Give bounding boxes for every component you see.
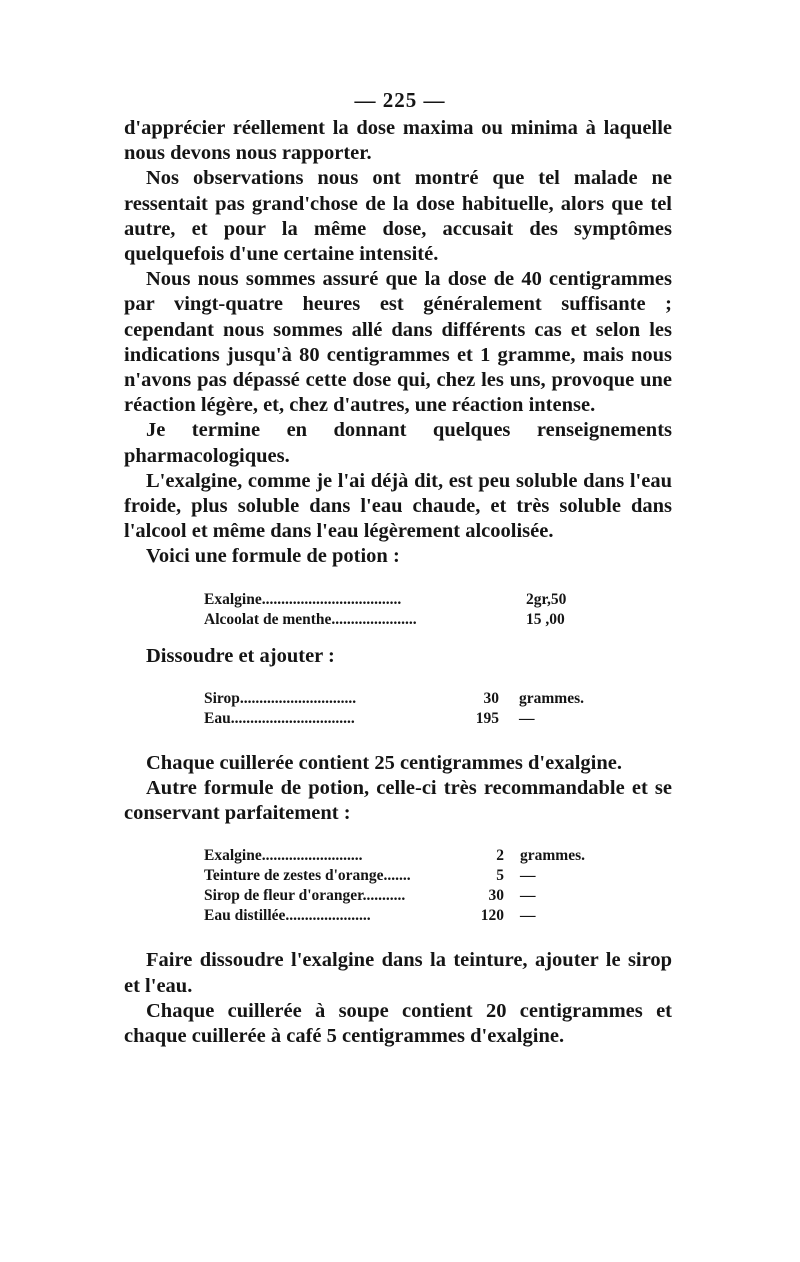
ingredient-name: Eau distillée bbox=[204, 907, 286, 925]
ingredient-unit: — bbox=[519, 709, 535, 727]
paragraph: Nos observations nous ont montré que tel malade ne ressentait pas grand'chose de la dose habituelle, alors que tel autre, et pour la même dose, accusait des symptômes quelquefois d'une certaine intensité. bbox=[124, 167, 672, 266]
ingredient-row bbox=[204, 886, 585, 906]
ingredient-quantity: 2 bbox=[496, 847, 504, 865]
potion-formula-1-additions bbox=[204, 689, 584, 729]
ingredient-quantity: 195 bbox=[475, 709, 499, 727]
dot-leader: ...................... bbox=[285, 907, 371, 925]
paragraph-group-1 bbox=[124, 116, 672, 570]
ingredient-unit: — bbox=[520, 907, 536, 925]
paragraph: Faire dissoudre l'exalgine dans la teinture, ajouter le sirop et l'eau. bbox=[124, 949, 672, 997]
ingredient-row bbox=[204, 610, 596, 630]
ingredient-name: Alcoolat de menthe bbox=[204, 610, 332, 628]
ingredient-row bbox=[204, 866, 585, 886]
ingredient-name: Sirop bbox=[204, 689, 240, 707]
ingredient-quantity: 120 bbox=[480, 907, 504, 925]
ingredient-name: Exalgine bbox=[204, 590, 262, 608]
ingredient-quantity: 2gr,50 bbox=[526, 590, 567, 608]
dot-leader: ........... bbox=[362, 887, 406, 905]
body-text bbox=[124, 116, 672, 1049]
dot-leader: ................................ bbox=[230, 709, 355, 727]
paragraph: Autre formule de potion, celle-ci très recommandable et se conservant parfaitement : bbox=[124, 777, 672, 825]
dot-leader: .......................... bbox=[261, 847, 363, 865]
paragraph: L'exalgine, comme je l'ai déjà dit, est peu soluble dans l'eau froide, plus soluble dans l'eau chaude, et très soluble dans l'alcool et même dans l'eau légèrement alcoolisée. bbox=[124, 469, 672, 543]
potion-formula-2 bbox=[204, 846, 585, 926]
ingredient-quantity: 30 bbox=[483, 689, 499, 707]
ingredient-row bbox=[204, 590, 596, 610]
paragraph: Voici une formule de potion : bbox=[146, 545, 400, 568]
ingredient-unit: — bbox=[520, 887, 536, 905]
potion-formula-1 bbox=[204, 590, 596, 630]
paragraph-group-2 bbox=[124, 751, 672, 827]
dot-leader: ...................... bbox=[331, 610, 417, 628]
paragraph: Nous nous sommes assuré que la dose de 40 centigrammes par vingt-quatre heures est généralement suffisante ; cependant nous sommes allé dans différents cas et selon les indications jusqu'à 80 centigrammes et 1 gramme, mais nous n'avons pas dépassé cette dose qui, chez les uns, provoque une réaction légère, et, chez d'autres, une réaction intense. bbox=[124, 268, 672, 417]
dot-leader: .................................... bbox=[261, 590, 402, 608]
ingredient-name: Sirop de fleur d'oranger bbox=[204, 887, 363, 905]
ingredient-quantity: 30 bbox=[488, 887, 504, 905]
ingredient-row bbox=[204, 846, 585, 866]
paragraph: Dissoudre et ajouter : bbox=[146, 644, 335, 667]
dot-leader: ....... bbox=[383, 867, 411, 885]
ingredient-row bbox=[204, 906, 585, 926]
paragraph-group-3 bbox=[124, 948, 672, 1049]
ingredient-unit: grammes. bbox=[519, 689, 584, 707]
ingredient-row bbox=[204, 689, 584, 709]
page-number: — 225 — bbox=[354, 88, 446, 112]
ingredient-name: Exalgine bbox=[204, 847, 262, 865]
paragraph: Chaque cuillerée à soupe contient 20 centigrammes et chaque cuillerée à café 5 centigrammes d'exalgine. bbox=[124, 999, 672, 1048]
dot-leader: .............................. bbox=[239, 689, 357, 707]
paragraph: d'apprécier réellement la dose maxima ou minima à laquelle nous devons nous rapporter. bbox=[124, 117, 672, 165]
ingredient-name: Eau bbox=[204, 709, 231, 727]
ingredient-row bbox=[204, 709, 584, 729]
ingredient-quantity: 5 bbox=[496, 867, 504, 885]
paragraph: Chaque cuillerée contient 25 centigrammes d'exalgine. bbox=[146, 751, 622, 774]
ingredient-name: Teinture de zestes d'orange bbox=[204, 867, 384, 885]
paragraph: Je termine en donnant quelques renseignements pharmacologiques. bbox=[124, 419, 672, 467]
ingredient-unit: grammes. bbox=[520, 847, 585, 865]
ingredient-unit: — bbox=[520, 867, 536, 885]
ingredient-quantity: 15 ,00 bbox=[526, 610, 565, 628]
